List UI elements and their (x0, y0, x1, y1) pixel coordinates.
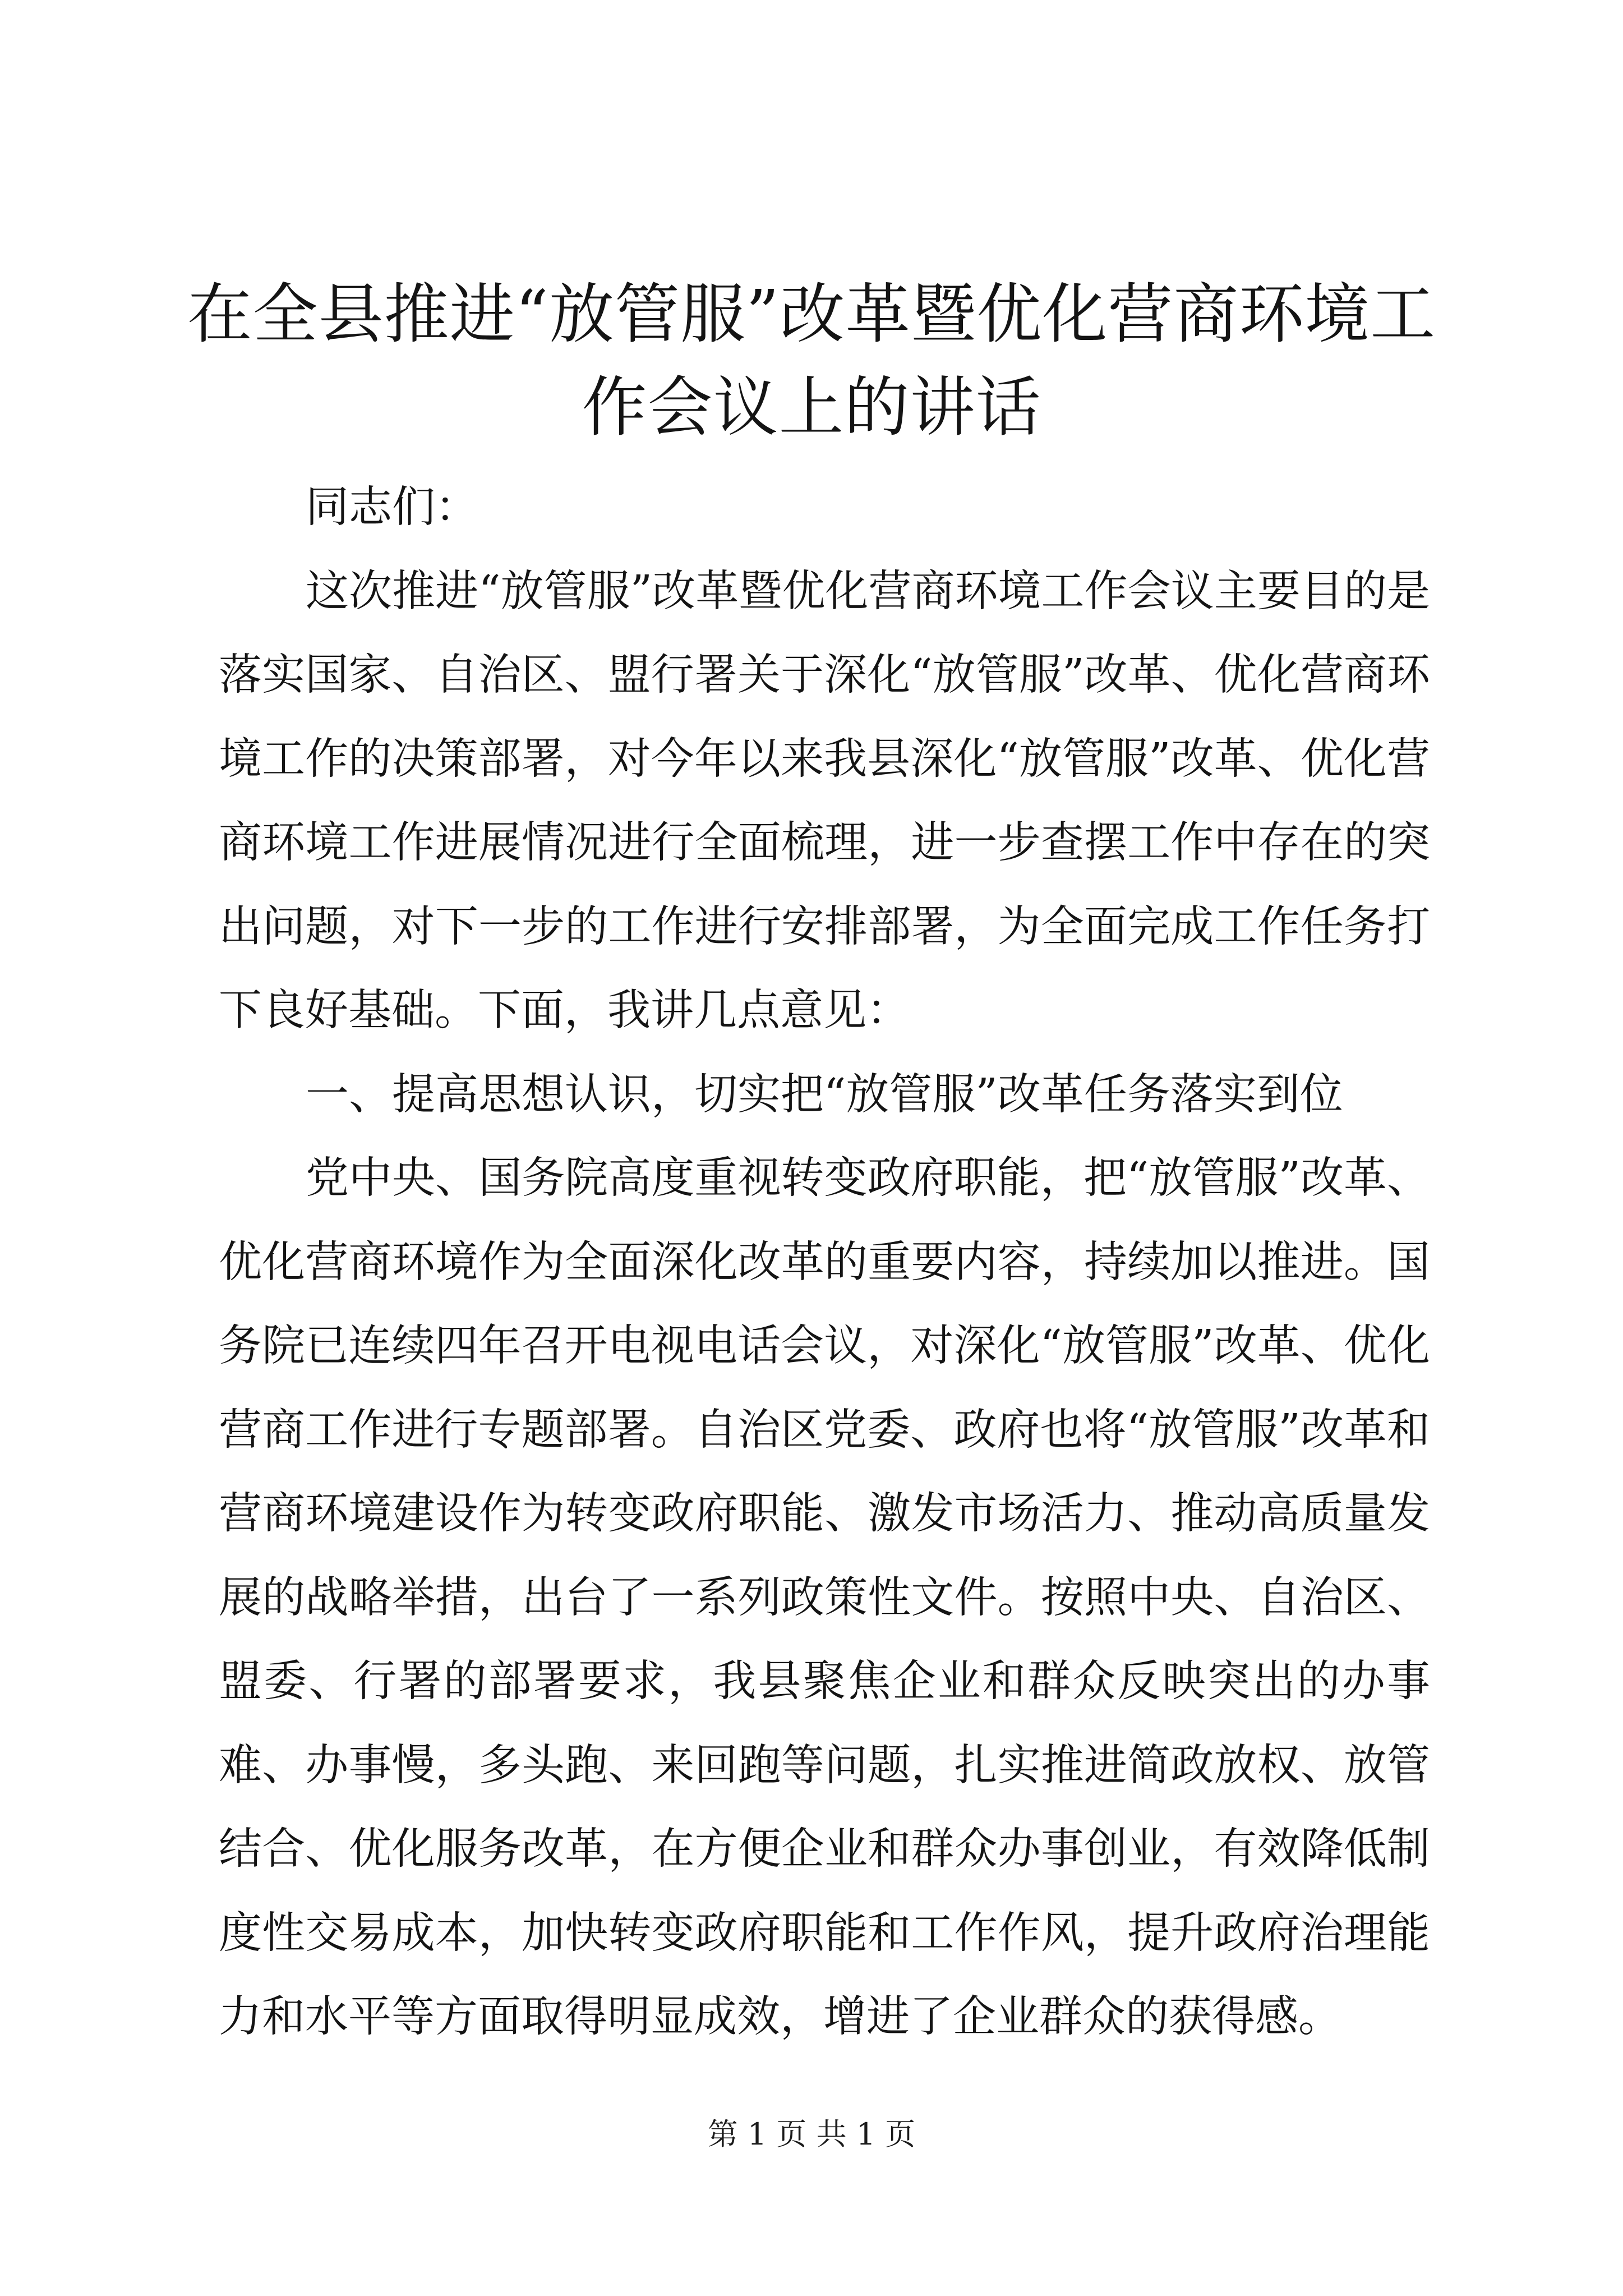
salutation: 同志们： (306, 482, 478, 532)
section-heading-1: 一、提高思想认识，切实把“放管服”改革任务落实到位 (306, 1069, 1343, 1120)
title-line-2: 作会议上的讲话 (582, 370, 1041, 445)
title-line-1: 在全县推进“放管服”改革暨优化营商环境工 (187, 277, 1436, 352)
document-body (219, 466, 1430, 2059)
paragraph-section-1: 党中央、国务院高度重视转变政府职能，把“放管服”改革、优化营商环境作为全面深化改革的重要内容，持续加以推进。国务院已连续四年召开电视电话会议，对深化“放管服”改革、优化营商工作进行专题部署。自治区党委、政府也将“放管服”改革和营商环境建设作为转变政府职能、激发市场活力、推动高质量发展的战略举措，出台了一系列政策性文件。按照中央、自治区、盟委、行署的部署要求，我县聚焦企业和群众反映突出的办事难、办事慢，多头跑、来回跑等问题，扎实推进简政放权、放管结合、优化服务改革，在方便企业和群众办事创业，有效降低制度性交易成本，加快转变政府职能和工作作风，提升政府治理能力和水平等方面取得明显成效，增进了企业群众的获得感。 (219, 1153, 1430, 2042)
document-title (185, 268, 1438, 454)
page-number-footer: 第 1 页 共 1 页 (707, 2116, 916, 2152)
paragraph-intro: 这次推进“放管服”改革暨优化营商环境工作会议主要目的是落实国家、自治区、盟行署关于深化“放管服”改革、优化营商环境工作的决策部署，对今年以来我县深化“放管服”改革、优化营商环境工作进展情况进行全面梳理，进一步查摆工作中存在的突出问题，对下一步的工作进行安排部署，为全面完成工作任务打下良好基础。下面，我讲几点意见： (219, 566, 1430, 1036)
